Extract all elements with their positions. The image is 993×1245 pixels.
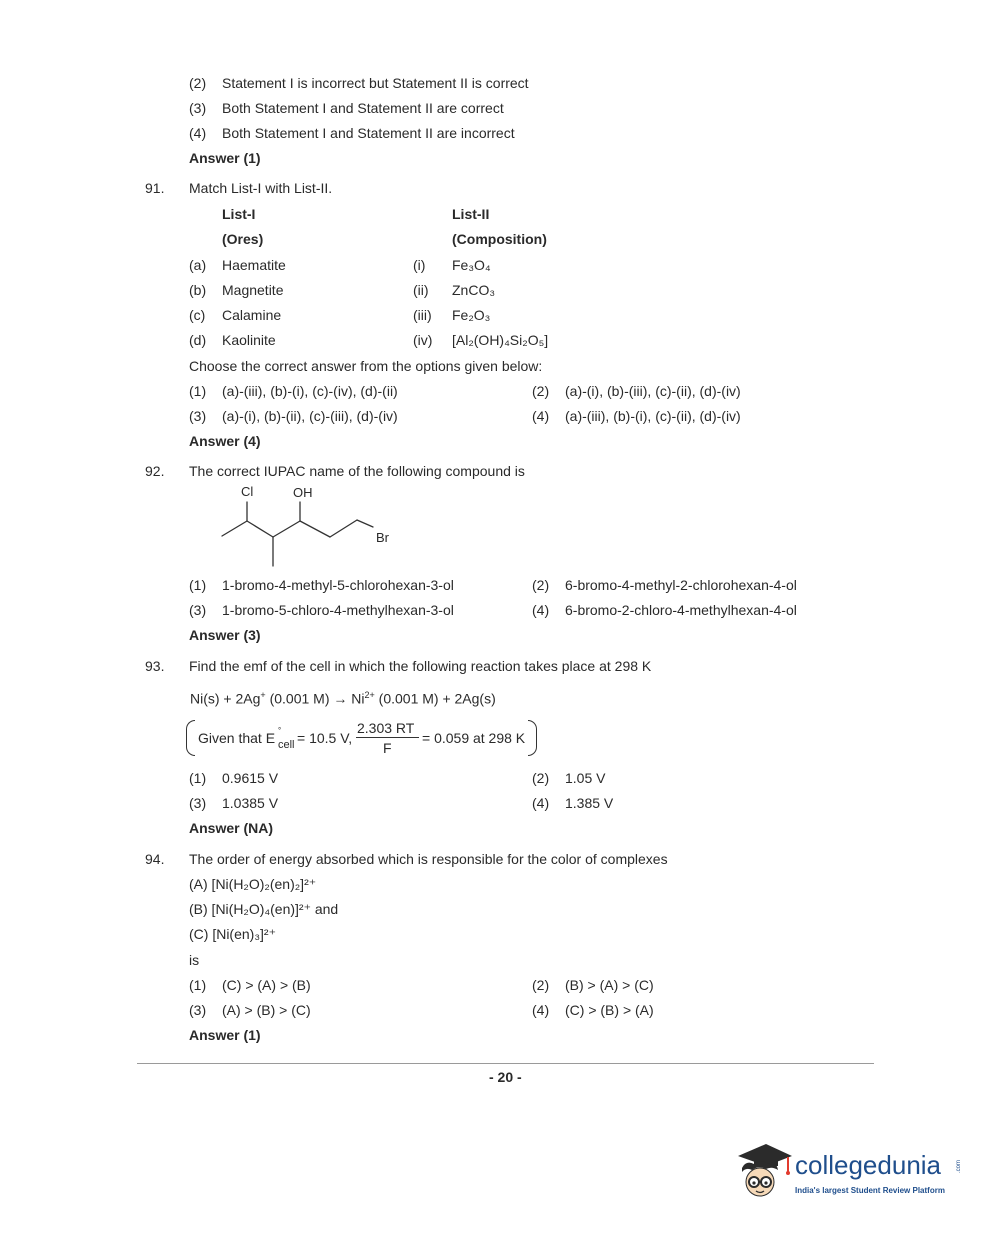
list1-key: (d): [189, 332, 207, 348]
option-number: (3): [189, 602, 207, 618]
bond-c4-c5: [300, 521, 330, 537]
option-number: (3): [189, 408, 207, 424]
fraction-numerator: 2.303 RT: [357, 720, 415, 736]
option-text: (a)-(iii), (b)-(i), (c)-(ii), (d)-(iv): [565, 408, 741, 424]
answer-label: Answer (4): [189, 433, 261, 449]
footer-divider: [137, 1063, 874, 1064]
question-number: 93.: [145, 658, 165, 674]
given-prefix: Given that E: [198, 730, 276, 746]
reaction-middle: (0.001 M) → Ni: [265, 690, 365, 707]
option-text: Both Statement I and Statement II are incorrect: [222, 125, 515, 141]
list2-subheader: (Composition): [452, 231, 547, 247]
list2-header: List-II: [452, 206, 490, 222]
complex-c: (C) [Ni(en)₃]²⁺: [189, 926, 276, 942]
list1-item: Kaolinite: [222, 332, 276, 348]
option-number: (3): [189, 100, 207, 116]
right-bracket: [528, 720, 537, 756]
hydroxyl-label: OH: [293, 485, 313, 500]
answer-label: Answer (1): [189, 150, 261, 166]
bromine-label: Br: [376, 530, 389, 545]
brand-name: collegedunia: [795, 1150, 942, 1180]
cell-reaction: [190, 687, 496, 707]
list1-item: Haematite: [222, 257, 286, 273]
option-number: (2): [532, 577, 550, 593]
question-prompt: The correct IUPAC name of the following compound is: [189, 463, 525, 479]
cell-subscript: cell: [278, 739, 295, 751]
list1-header: List-I: [222, 206, 256, 222]
option-text: Statement I is incorrect but Statement II is correct: [222, 75, 529, 91]
option-number: (4): [532, 795, 550, 811]
list2-key: (iii): [413, 307, 432, 323]
option-number: (2): [532, 770, 550, 786]
bond-c2-c3: [247, 521, 273, 537]
option-number: (3): [189, 795, 207, 811]
option-text: (a)-(iii), (b)-(i), (c)-(iv), (d)-(ii): [222, 383, 398, 399]
option-text: (a)-(i), (b)-(ii), (c)-(iii), (d)-(iv): [222, 408, 398, 424]
option-number: (2): [532, 383, 550, 399]
option-number: (2): [189, 75, 207, 91]
bond-c3-c4: [273, 521, 300, 537]
question-number: 94.: [145, 851, 165, 867]
answer-label: Answer (NA): [189, 820, 274, 836]
option-text: (C) > (A) > (B): [222, 977, 311, 993]
option-number: (1): [189, 770, 207, 786]
list1-key: (a): [189, 257, 207, 273]
list1-key: (c): [189, 307, 206, 323]
bond-c1-c2: [222, 521, 247, 536]
option-text: 1.385 V: [565, 795, 614, 811]
option-number: (4): [532, 602, 550, 618]
option-text: 6-bromo-2-chloro-4-methylhexan-4-ol: [565, 602, 797, 618]
given-value: = 10.5 V,: [297, 730, 353, 746]
option-number: (4): [189, 125, 207, 141]
list1-key: (b): [189, 282, 207, 298]
list2-item: Fe₂O₃: [452, 307, 491, 323]
list1-subheader: (Ores): [222, 231, 264, 247]
chlorine-label: Cl: [241, 484, 254, 499]
standard-symbol: °: [278, 726, 282, 735]
fraction-bar: [356, 737, 419, 738]
skeletal-structure-diagram: [210, 480, 410, 570]
option-number: (1): [189, 383, 207, 399]
question-prompt: Match List-I with List-II.: [189, 180, 333, 196]
reaction-rhs: (0.001 M) + 2Ag(s): [374, 690, 496, 707]
mascot-logo-icon: [732, 1140, 794, 1206]
question-prompt: Find the emf of the cell in which the following reaction takes place at 298 K: [189, 658, 652, 674]
answer-label: Answer (3): [189, 627, 261, 643]
brand-tagline: India's largest Student Review Platform: [795, 1186, 945, 1195]
option-text: (C) > (B) > (A): [565, 1002, 654, 1018]
left-bracket: [186, 720, 195, 756]
option-text: 1.05 V: [565, 770, 606, 786]
complex-a: (A) [Ni(H₂O)₂(en)₂]²⁺: [189, 876, 317, 892]
option-text: (A) > (B) > (C): [222, 1002, 311, 1018]
option-text: (a)-(i), (b)-(iii), (c)-(ii), (d)-(iv): [565, 383, 741, 399]
given-suffix: = 0.059 at 298 K: [422, 730, 526, 746]
option-number: (4): [532, 408, 550, 424]
reaction-lhs: Ni(s) + 2Ag: [190, 690, 261, 707]
question-number: 91.: [145, 180, 165, 196]
list2-item: [Al₂(OH)₄Si₂O₅]: [452, 332, 549, 348]
option-number: (4): [532, 1002, 550, 1018]
option-text: 1-bromo-4-methyl-5-chlorohexan-3-ol: [222, 577, 454, 593]
list2-item: ZnCO₃: [452, 282, 496, 298]
page-number: - 20 -: [489, 1069, 522, 1085]
option-text: 1-bromo-5-chloro-4-methylhexan-3-ol: [222, 602, 454, 618]
option-number: (1): [189, 977, 207, 993]
fraction-denominator: F: [383, 740, 392, 756]
option-text: Both Statement I and Statement II are correct: [222, 100, 504, 116]
list2-key: (iv): [413, 332, 433, 348]
list2-key: (ii): [413, 282, 429, 298]
question-prompt: The order of energy absorbed which is responsible for the color of complexes: [189, 851, 668, 867]
bond-c5-c6: [330, 520, 357, 537]
option-text: 6-bromo-4-methyl-2-chlorohexan-4-ol: [565, 577, 797, 593]
ni-charge: 2+: [364, 690, 375, 700]
option-text: 1.0385 V: [222, 795, 279, 811]
answer-label: Answer (1): [189, 1027, 261, 1043]
list2-key: (i): [413, 257, 426, 273]
bond-c6-br: [357, 520, 373, 527]
question-tail: is: [189, 952, 200, 968]
ag-charge: +: [260, 690, 266, 700]
brand-dotcom: .com: [956, 1159, 962, 1173]
option-number: (2): [532, 977, 550, 993]
option-text: (B) > (A) > (C): [565, 977, 654, 993]
list1-item: Calamine: [222, 307, 282, 323]
question-number: 92.: [145, 463, 165, 479]
list1-item: Magnetite: [222, 282, 284, 298]
instruction-text: Choose the correct answer from the options given below:: [189, 358, 543, 374]
complex-b: (B) [Ni(H₂O)₄(en)]²⁺ and: [189, 901, 339, 917]
option-number: (3): [189, 1002, 207, 1018]
list2-item: Fe₃O₄: [452, 257, 491, 273]
option-text: 0.9615 V: [222, 770, 279, 786]
option-number: (1): [189, 577, 207, 593]
